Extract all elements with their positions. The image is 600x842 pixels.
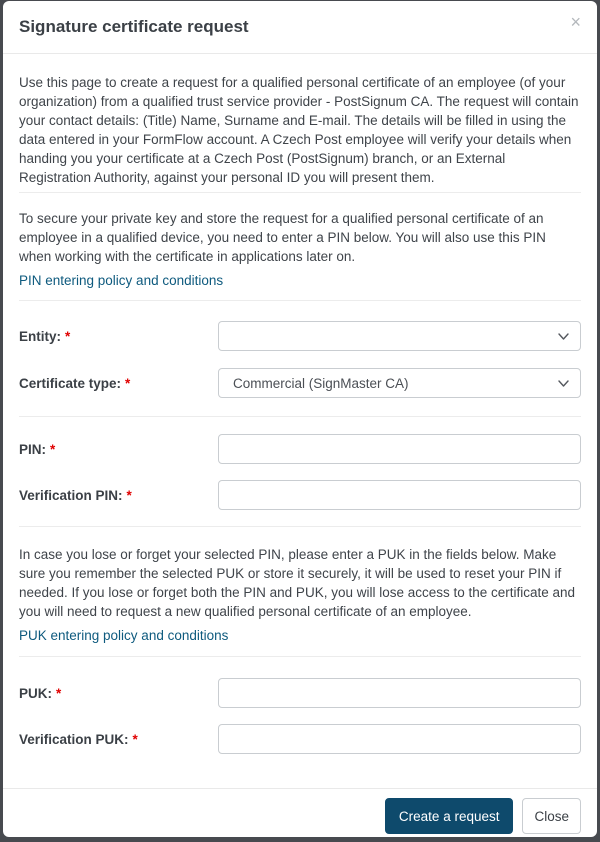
verification-puk-label: Verification PUK: * xyxy=(19,731,138,747)
divider xyxy=(19,656,581,657)
divider xyxy=(19,300,581,301)
divider xyxy=(19,526,581,527)
puk-row xyxy=(19,678,581,708)
certificate-type-row xyxy=(19,368,581,398)
entity-label: Entity: * xyxy=(19,328,71,344)
verification-puk-input[interactable] xyxy=(218,724,581,754)
close-icon[interactable]: × xyxy=(570,12,581,32)
puk-description-paragraph: In case you lose or forget your selected PIN, please enter a PUK in the fields below. Make sure you remember the selected PUK or store it securely, it will be used to reset your PIN if needed. If you lose or forget both the PIN and PUK, you will lose access to the certificate and you will need to request a new qualified personal certificate of an employee. xyxy=(19,547,576,619)
page-title: Signature certificate request xyxy=(19,17,249,36)
verification-puk-row xyxy=(19,724,581,754)
pin-policy-link[interactable]: PIN entering policy and conditions xyxy=(19,273,224,288)
required-asterisk: * xyxy=(132,731,138,747)
create-request-button[interactable]: Create a request xyxy=(385,798,514,834)
puk-input[interactable] xyxy=(218,678,581,708)
divider xyxy=(19,416,581,417)
dialog-header xyxy=(3,1,597,54)
puk-label: PUK: * xyxy=(19,685,62,701)
required-asterisk: * xyxy=(56,685,62,701)
pin-input[interactable] xyxy=(218,434,581,464)
certificate-type-label: Certificate type: * xyxy=(19,375,131,391)
intro-paragraph: Use this page to create a request for a qualified personal certificate of an employee (of your organization) from a qualified trust service provider - PostSignum CA. The request will contain your contact details: (Title) Name, Surname and E-mail. The details will be filled in using the data entered in your FormFlow account. A Czech Post employee will verify your details when handing you your certificate at a Czech Post (PostSignum) branch, or an External Registration Authority, against your personal ID you will present them. xyxy=(19,75,579,185)
required-asterisk: * xyxy=(126,487,132,503)
puk-policy-link[interactable]: PUK entering policy and conditions xyxy=(19,628,229,643)
dialog-footer xyxy=(3,788,597,837)
close-button[interactable]: Close xyxy=(522,798,581,834)
pin-row xyxy=(19,434,581,464)
required-asterisk: * xyxy=(50,441,56,457)
verification-pin-row xyxy=(19,480,581,510)
pin-label: PIN: * xyxy=(19,441,56,457)
verification-pin-label: Verification PIN: * xyxy=(19,487,132,503)
signature-certificate-request-dialog xyxy=(3,1,597,837)
entity-row xyxy=(19,321,581,351)
dialog-body xyxy=(3,54,597,788)
entity-select[interactable] xyxy=(218,321,581,351)
divider xyxy=(19,192,581,193)
required-asterisk: * xyxy=(125,375,131,391)
certificate-type-select[interactable]: Commercial (SignMaster CA) xyxy=(218,368,581,398)
verification-pin-input[interactable] xyxy=(218,480,581,510)
required-asterisk: * xyxy=(65,328,71,344)
pin-description-paragraph: To secure your private key and store the request for a qualified personal certificate of an employee in a qualified device, you need to enter a PIN below. You will also use this PIN when working with the certificate in applications later on. xyxy=(19,211,546,264)
